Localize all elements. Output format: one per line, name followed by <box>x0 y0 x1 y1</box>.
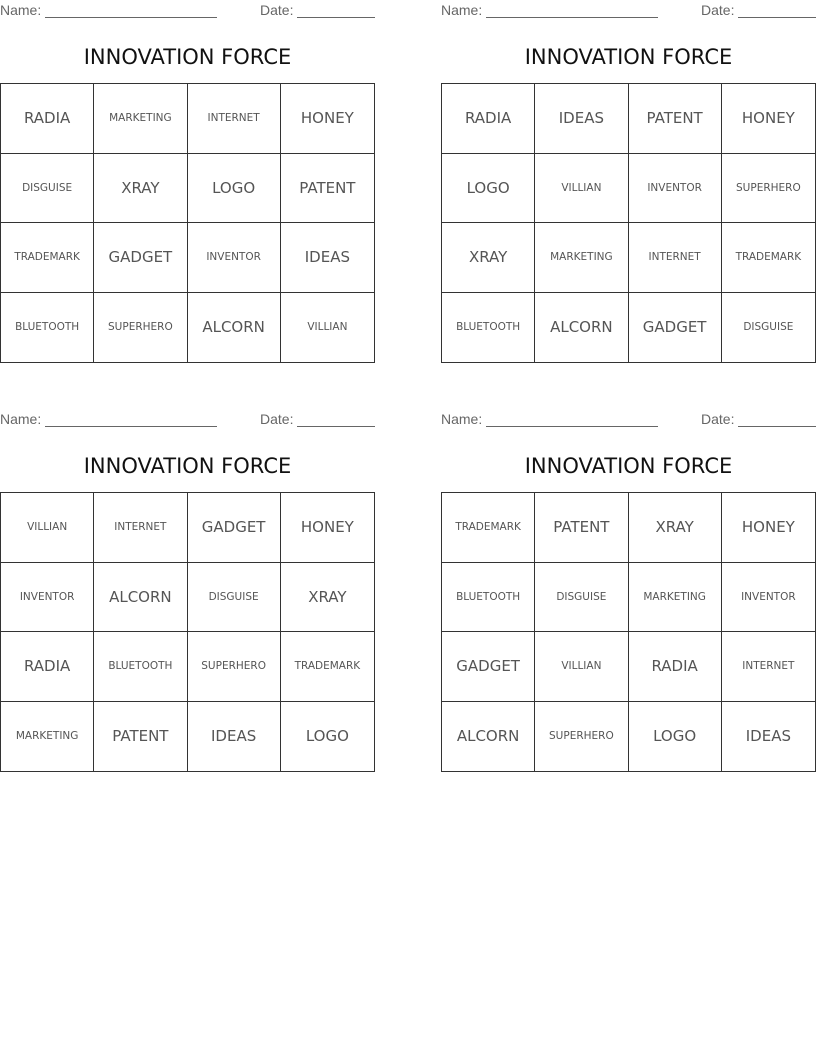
bingo-card-3 <box>0 409 375 746</box>
date-field[interactable] <box>738 17 816 18</box>
bingo-cell: SUPERHERO <box>722 154 815 224</box>
name-field[interactable] <box>45 17 217 18</box>
bingo-cell: INVENTOR <box>188 223 281 293</box>
bingo-cell: BLUETOOTH <box>94 632 187 702</box>
bingo-cell: VILLIAN <box>535 154 628 224</box>
bingo-cell: LOGO <box>305 727 349 746</box>
bingo-cell: ALCORN <box>442 702 535 772</box>
name-field[interactable] <box>486 426 658 427</box>
name-field[interactable] <box>486 17 658 18</box>
bingo-cell: INVENTOR <box>1 563 94 633</box>
date-label: Date: <box>701 411 735 427</box>
bingo-cell: SUPERHERO <box>535 702 628 772</box>
bingo-cell: MARKETING <box>94 84 187 154</box>
bingo-cell: RADIA <box>629 632 722 702</box>
bingo-cell: TRADEMARK <box>281 632 374 702</box>
name-date-row <box>0 0 375 20</box>
bingo-cell: INTERNET <box>188 84 281 154</box>
bingo-cell: PATENT <box>535 493 628 563</box>
bingo-cell: ALCORN <box>535 293 628 363</box>
bingo-cell: SUPERHERO <box>94 293 187 363</box>
bingo-cell: MARKETING <box>1 702 94 772</box>
date-field[interactable] <box>297 426 375 427</box>
bingo-cell: XRAY <box>281 563 374 633</box>
bingo-cell: TRADEMARK <box>442 493 535 563</box>
bingo-cell: VILLIAN <box>1 493 94 563</box>
card-title: INNOVATION FORCE <box>83 454 292 478</box>
name-date-row <box>0 409 375 429</box>
bingo-cell: DISGUISE <box>188 563 281 633</box>
bingo-cell: PATENT <box>94 702 187 772</box>
date-label: Date: <box>260 411 294 427</box>
bingo-cell: VILLIAN <box>535 632 628 702</box>
bingo-cell: INVENTOR <box>629 154 722 224</box>
bingo-cell: BLUETOOTH <box>442 293 535 363</box>
bingo-cell: GADGET <box>94 223 187 293</box>
bingo-cell: IDEAS <box>745 727 791 746</box>
bingo-grid <box>441 83 816 363</box>
bingo-cell: RADIA <box>1 632 94 702</box>
bingo-cell: HONEY <box>722 84 815 154</box>
name-date-row <box>441 0 816 20</box>
bingo-cell: LOGO <box>442 154 535 224</box>
bingo-cell: ALCORN <box>94 563 187 633</box>
bingo-cell: GADGET <box>442 632 535 702</box>
bingo-cell: XRAY <box>94 154 187 224</box>
bingo-cell: VILLIAN <box>307 321 348 334</box>
name-field[interactable] <box>45 426 217 427</box>
bingo-cell: BLUETOOTH <box>1 293 94 363</box>
bingo-cell: GADGET <box>188 493 281 563</box>
bingo-cell: BLUETOOTH <box>442 563 535 633</box>
bingo-cell: RADIA <box>442 84 535 154</box>
bingo-cell: DISGUISE <box>535 563 628 633</box>
bingo-cell: IDEAS <box>188 702 281 772</box>
bingo-cell: GADGET <box>629 293 722 363</box>
bingo-cell: LOGO <box>629 702 722 772</box>
bingo-grid <box>0 492 375 772</box>
bingo-cell: DISGUISE <box>743 321 794 334</box>
bingo-card-2 <box>441 0 816 337</box>
bingo-cell: TRADEMARK <box>722 223 815 293</box>
bingo-cell: HONEY <box>722 493 815 563</box>
name-label: Name: <box>0 2 42 18</box>
card-title: INNOVATION FORCE <box>524 45 733 69</box>
bingo-cell: MARKETING <box>535 223 628 293</box>
bingo-cell: PATENT <box>629 84 722 154</box>
date-field[interactable] <box>297 17 375 18</box>
date-field[interactable] <box>738 426 816 427</box>
bingo-cell: IDEAS <box>535 84 628 154</box>
bingo-cell: DISGUISE <box>1 154 94 224</box>
bingo-cell: LOGO <box>188 154 281 224</box>
card-title: INNOVATION FORCE <box>524 454 733 478</box>
bingo-cell: ALCORN <box>188 293 281 363</box>
name-date-row <box>441 409 816 429</box>
bingo-card-4 <box>441 409 816 746</box>
date-label: Date: <box>260 2 294 18</box>
bingo-cell: HONEY <box>281 493 374 563</box>
bingo-cell: XRAY <box>629 493 722 563</box>
bingo-cell: MARKETING <box>629 563 722 633</box>
bingo-grid <box>441 492 816 772</box>
name-label: Name: <box>441 2 483 18</box>
bingo-grid <box>0 83 375 363</box>
bingo-cell: TRADEMARK <box>1 223 94 293</box>
bingo-cell: IDEAS <box>281 223 374 293</box>
date-label: Date: <box>701 2 735 18</box>
bingo-cell: INVENTOR <box>722 563 815 633</box>
name-label: Name: <box>0 411 42 427</box>
name-label: Name: <box>441 411 483 427</box>
bingo-cell: INTERNET <box>94 493 187 563</box>
bingo-card-1 <box>0 0 375 337</box>
bingo-cell: INTERNET <box>629 223 722 293</box>
bingo-cell: HONEY <box>281 84 374 154</box>
card-title: INNOVATION FORCE <box>83 45 292 69</box>
bingo-cell: XRAY <box>442 223 535 293</box>
bingo-cell: PATENT <box>281 154 374 224</box>
bingo-cell: SUPERHERO <box>188 632 281 702</box>
bingo-cell: INTERNET <box>722 632 815 702</box>
bingo-cell: RADIA <box>1 84 94 154</box>
